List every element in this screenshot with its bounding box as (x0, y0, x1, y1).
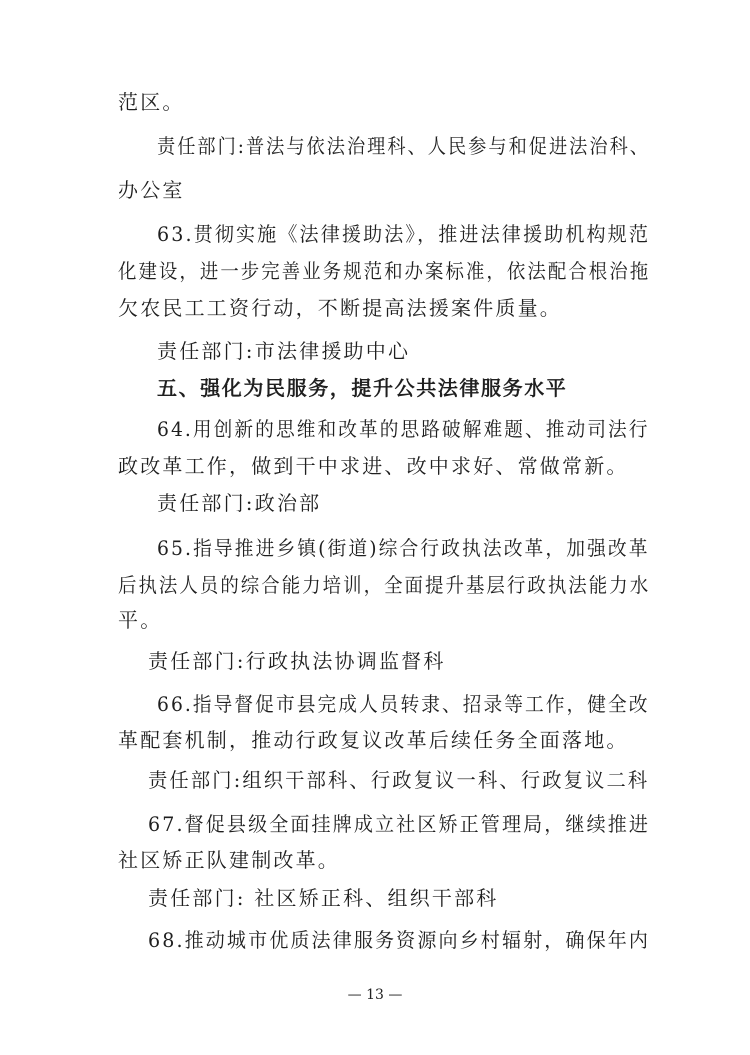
responsible-dept-line: 责任部门:政治部 (157, 491, 322, 515)
page-number: — 13 — (347, 987, 403, 1003)
item-64-line: 64.用创新的思维和改革的思路破解难题、推动司法行 (157, 417, 650, 441)
item-66-line: 66.指导督促市县完成人员转隶、招录等工作，健全改 (157, 692, 650, 716)
item-68-line: 68.推动城市优质法律服务资源向乡村辐射，确保年内 (148, 928, 651, 952)
text-line: 范区。 (118, 90, 185, 114)
responsible-dept-line: 责任部门: 社区矫正科、组织干部科 (148, 886, 499, 910)
item-63-line: 欠农民工工资行动，不断提高法援案件质量。 (118, 296, 562, 320)
item-65-line: 后执法人员的综合能力培训，全面提升基层行政执法能力水 (118, 573, 651, 597)
item-64-line: 政改革工作，做到干中求进、改中求好、常做常新。 (118, 454, 629, 478)
responsible-dept-line: 责任部门:组织干部科、行政复议一科、行政复议二科 (148, 768, 650, 792)
item-63-line: 63.贯彻实施《法律援助法》，推进法律援助机构规范 (157, 222, 651, 246)
responsible-dept-line: 责任部门:市法律援助中心 (157, 339, 411, 363)
responsible-dept-line: 责任部门:行政执法协调监督科 (148, 649, 446, 673)
item-65-line: 65.指导推进乡镇(街道)综合行政执法改革，加强改革 (157, 536, 650, 560)
section-heading: 五、强化为民服务，提升公共法律服务水平 (157, 376, 568, 400)
responsible-dept-line: 责任部门:普法与依法治理科、人民参与和促进法治科、 (157, 134, 650, 158)
item-67-line: 社区矫正队建制改革。 (118, 848, 340, 872)
responsible-dept-line: 办公室 (118, 178, 185, 202)
item-67-line: 67.督促县级全面挂牌成立社区矫正管理局，继续推进 (148, 812, 651, 836)
item-66-line: 革配套机制，推动行政复议改革后续任务全面落地。 (118, 728, 629, 752)
item-63-line: 化建设，进一步完善业务规范和办案标准，依法配合根治拖 (118, 259, 651, 283)
item-65-line: 平。 (118, 608, 163, 632)
